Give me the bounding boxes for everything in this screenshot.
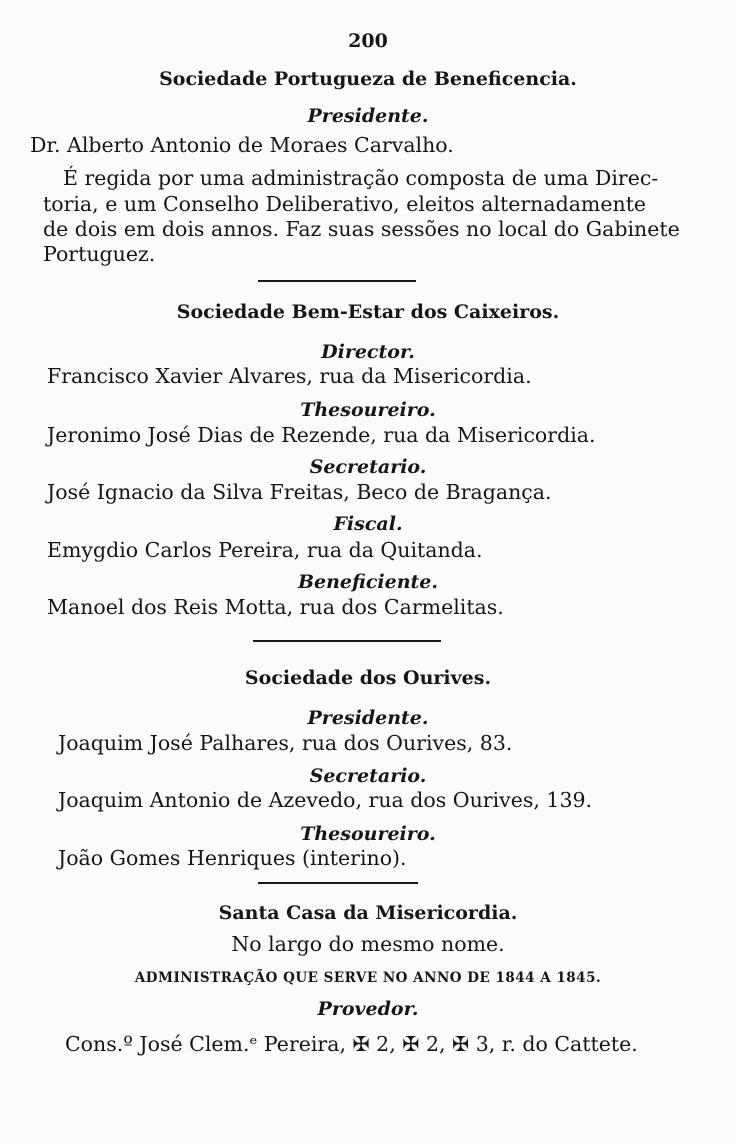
section-divider: [253, 640, 441, 642]
section-title: Santa Casa da Misericordia.: [218, 902, 518, 924]
paragraph-line: É regida por uma administração composta de uma Direc-: [63, 166, 659, 190]
role-heading: Secretario.: [309, 765, 427, 787]
member-line: Francisco Xavier Alvares, rua da Misericordia.: [47, 364, 532, 388]
member-line: Joaquim Antonio de Azevedo, rua dos Ourives, 139.: [58, 788, 593, 812]
paragraph-line: de dois em dois annos. Faz suas sessões no local do Gabinete: [43, 217, 680, 241]
role-heading: Thesoureiro.: [300, 823, 436, 845]
role-heading: Presidente.: [307, 707, 429, 729]
member-line: Cons.º José Clem.ᵉ Pereira, ✠ 2, ✠ 2, ✠ 3, r. do Cattete.: [65, 1032, 638, 1056]
role-heading: Secretario.: [309, 456, 427, 478]
role-heading: Fiscal.: [333, 513, 403, 535]
member-line: João Gomes Henriques (interino).: [58, 846, 407, 870]
administration-line: ADMINISTRAÇÃO QUE SERVE NO ANNO DE 1844 A 1845.: [134, 970, 602, 986]
section-title: Sociedade Bem-Estar dos Caixeiros.: [176, 301, 560, 323]
section-divider: [258, 882, 418, 884]
member-line: Jeronimo José Dias de Rezende, rua da Misericordia.: [47, 423, 596, 447]
president-name: Dr. Alberto Antonio de Moraes Carvalho.: [30, 133, 454, 157]
member-line: José Ignacio da Silva Freitas, Beco de Bragança.: [47, 480, 552, 504]
paragraph-line: Portuguez.: [43, 242, 156, 266]
section-title: Sociedade dos Ourives.: [244, 667, 492, 689]
role-heading: Presidente.: [307, 105, 429, 127]
section-divider: [258, 280, 416, 282]
member-line: Manoel dos Reis Motta, rua dos Carmelitas.: [47, 595, 504, 619]
member-line: Emygdio Carlos Pereira, rua da Quitanda.: [47, 538, 483, 562]
role-heading: Thesoureiro.: [300, 399, 436, 421]
paragraph-line: toria, e um Conselho Deliberativo, eleitos alternadamente: [43, 192, 647, 216]
section-title: Sociedade Portugueza de Beneficencia.: [159, 68, 577, 90]
role-heading: Director.: [321, 341, 415, 363]
role-heading: Beneficiente.: [297, 571, 439, 593]
member-line: Joaquim José Palhares, rua dos Ourives, 83.: [58, 731, 513, 755]
location-line: No largo do mesmo nome.: [231, 932, 505, 956]
role-heading: Provedor.: [317, 998, 419, 1020]
page-number: 200: [348, 30, 388, 52]
